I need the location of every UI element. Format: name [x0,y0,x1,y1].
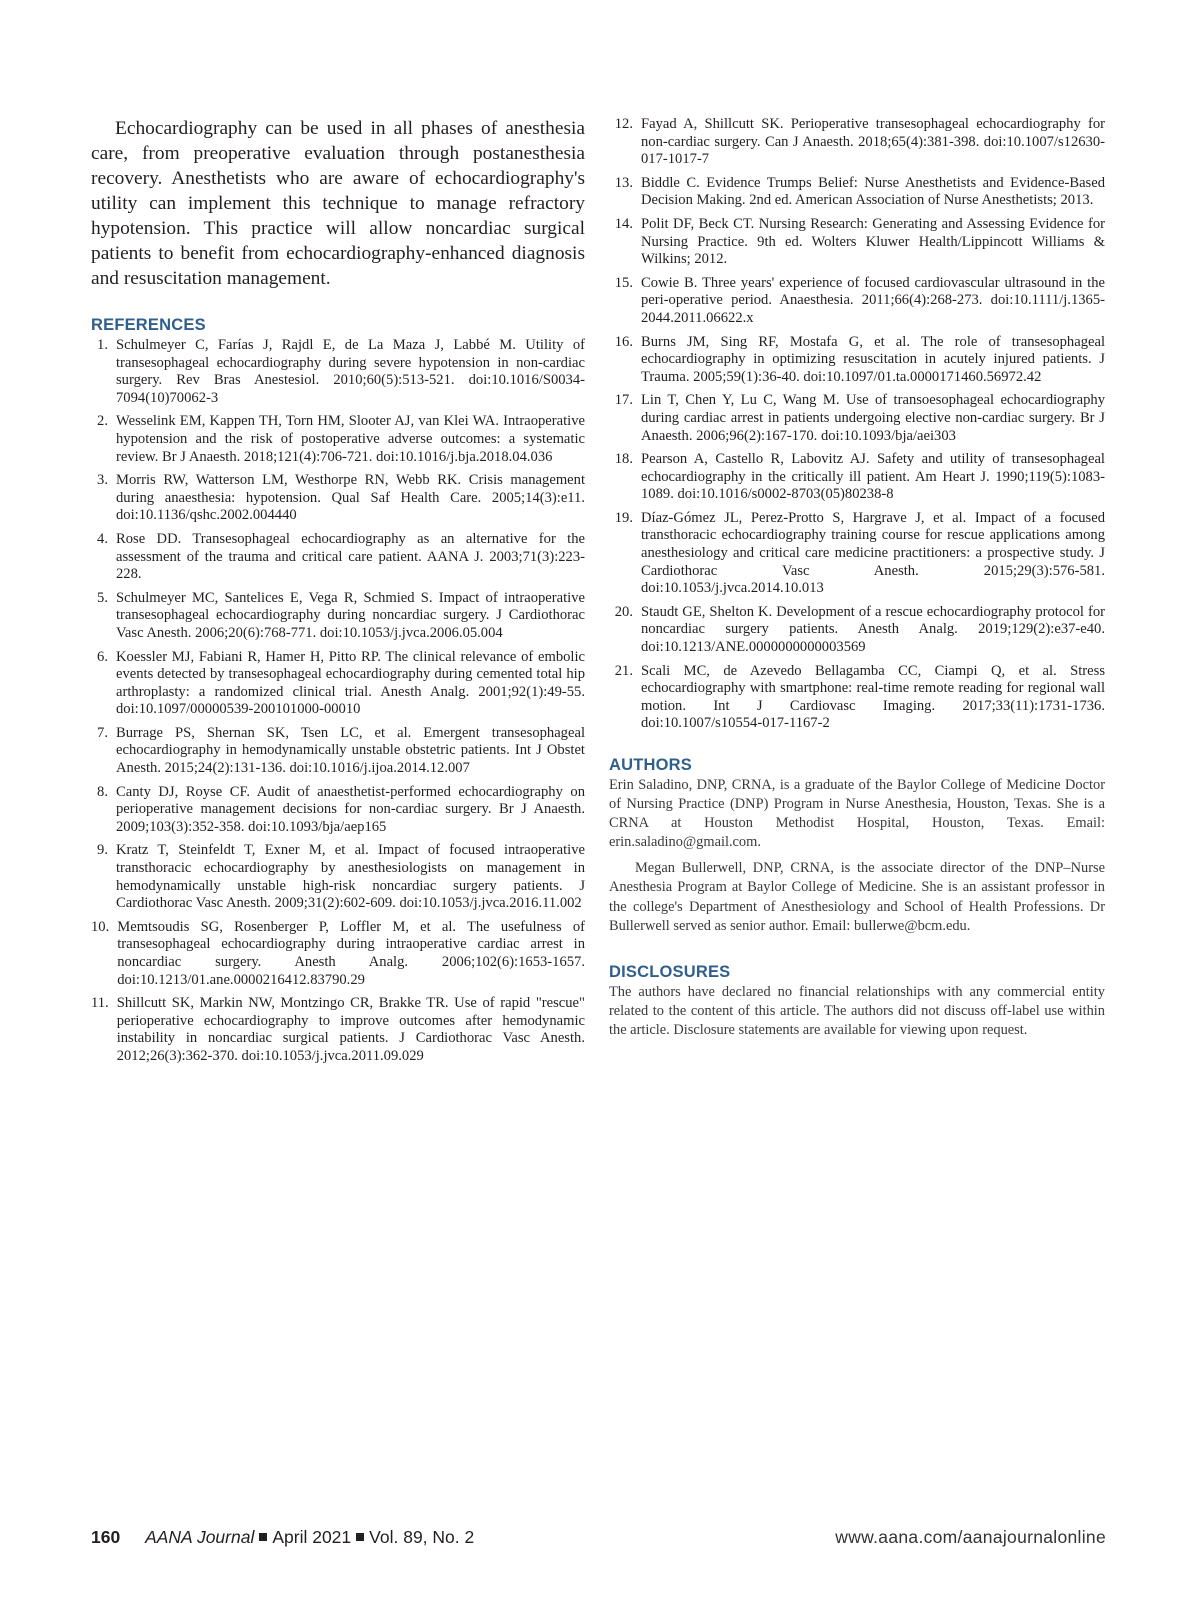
issue-date: April 2021 [272,1527,352,1547]
volume-issue: Vol. 89, No. 2 [369,1527,475,1547]
reference-item [609,334,1105,387]
reference-number: 2. [97,413,108,430]
left-column [91,116,585,1072]
reference-number: 17. [614,392,633,409]
reference-item [609,116,1105,169]
author-bio-bullerwell: Megan Bullerwell, DNP, CRNA, is the associate director of the DNP–Nurse Anesthesia Program at Baylor College of Medicine. She is an assistant professor in the college's Department of Anesthesiology and School of Health Professions. Dr Bullerwell served as senior author. Email: bullerwe@bcm.edu. [609,860,1105,934]
page-number: 160 [91,1527,121,1547]
authors-heading: AUTHORS [609,756,692,774]
reference-item [91,995,585,1065]
reference-number: 19. [614,509,633,526]
reference-number: 9. [97,842,108,859]
reference-number: 16. [614,333,633,350]
reference-item [609,604,1105,657]
reference-text: Canty DJ, Royse CF. Audit of anaesthetist-performed echocardiography on perioperative management decisions for non-cardiac surgery. Br J Anaesth. 2009;103(3):352-358. doi:10.1093/bja/aep165 [116,783,585,835]
reference-number: 1. [97,337,108,353]
reference-item [91,337,585,407]
reference-item [91,919,585,989]
reference-item [609,216,1105,269]
reference-number: 3. [97,472,108,489]
footer-citation [91,1527,474,1548]
reference-item [91,842,585,912]
intro-paragraph: Echocardiography can be used in all phases of anesthesia care, from preoperative evaluation through postanesthesia recovery. Anesthetists who are aware of echocardiography's utility can implement this technique to manage refractory hypotension. This practice will allow noncardiac surgical patients to benefit from echocardiography-enhanced diagnosis and resuscitation management. [91,118,585,289]
reference-item [609,510,1105,598]
reference-text: Scali MC, de Azevedo Bellagamba CC, Ciampi Q, et al. Stress echocardiography with smartphone: real-time remote reading for regional wall motion. Int J Cardiovasc Imaging. 2017;33(11):1731-1736. doi:10.1007/s10554-017-1167-2 [641,662,1105,732]
right-column [609,116,1105,1047]
reference-number: 18. [614,451,633,468]
reference-text: Schulmeyer C, Farías J, Rajdl E, de La Maza J, Labbé M. Utility of transesophageal echocardiography during severe hypotension in non-cardiac surgery. Rev Bras Anestesiol. 2010;60(5):513-521. doi:10.1016/S0034-7094(10)70062-3 [116,337,585,406]
reference-item [91,531,585,584]
reference-text: Biddle C. Evidence Trumps Belief: Nurse Anesthetists and Evidence-Based Decision Making. 2nd ed. American Association of Nurse Anesthetists; 2013. [641,174,1105,209]
reference-item [91,784,585,837]
reference-number: 6. [97,648,108,665]
reference-number: 4. [97,530,108,547]
reference-text: Burrage PS, Shernan SK, Tsen LC, et al. Emergent transesophageal echocardiography in hemodynamically unstable obstetric patients. Int J Obstet Anesth. 2015;24(2):131-136. doi:10.1016/j.ijoa.2014.12.007 [116,724,585,777]
reference-item [91,649,585,719]
separator-square-icon [259,1533,267,1541]
reference-number: 5. [97,589,108,606]
page-footer [91,1527,1106,1551]
references-list-right [609,116,1105,733]
reference-item [609,175,1105,210]
references-list-left [91,337,585,1066]
reference-text: Morris RW, Watterson LM, Westhorpe RN, Webb RK. Crisis management during anaesthesia: hypotension. Qual Saf Health Care. 2005;14(3):e11. doi:10.1136/qshc.2002.004440 [116,472,585,524]
reference-number: 21. [614,662,633,679]
reference-text: Lin T, Chen Y, Lu C, Wang M. Use of transoesophageal echocardiography during cardiac arrest in patients undergoing elective non-cardiac surgery. Br J Anaesth. 2006;96(2):167-170. doi:10.1093/bja/aei303 [641,392,1105,444]
references-heading: REFERENCES [91,316,206,334]
reference-item [609,392,1105,445]
reference-text: Memtsoudis SG, Rosenberger P, Loffler M, et al. The usefulness of transesophageal echocardiography during intraoperative cardiac arrest in noncardiac surgery. Anesth Analg. 2006;102(6):1653-1657. doi:10.1213/01.ane.0000216412.83790.29 [117,918,585,988]
reference-item [609,663,1105,733]
reference-number: 20. [614,603,633,620]
disclosures-heading: DISCLOSURES [609,962,731,981]
reference-text: Schulmeyer MC, Santelices E, Vega R, Schmied S. Impact of intraoperative transesophageal echocardiography during noncardiac surgery. J Cardiothorac Vasc Anesth. 2006;20(6):768-771. doi:10.1053/j.jvca.2006.05.004 [116,589,585,641]
reference-text: Pearson A, Castello R, Labovitz AJ. Safety and utility of transesophageal echocardiography in the critically ill patient. Am Heart J. 1990;119(5):1083-1089. doi:10.1016/s0002-8703(05)80238-8 [641,451,1105,503]
reference-text: Wesselink EM, Kappen TH, Torn HM, Slooter AJ, van Klei WA. Intraoperative hypotension and the risk of postoperative adverse outcomes: a systematic review. Br J Anaesth. 2018;121(4):706-721. doi:10.1016/j.bja.2018.04.036 [116,413,585,465]
reference-number: 13. [614,174,633,191]
reference-text: Staudt GE, Shelton K. Development of a rescue echocardiography protocol for noncardiac surgery patients. Anesth Analg. 2019;129(2):e37-e40. doi:10.1213/ANE.0000000000003569 [641,603,1105,656]
reference-text: Shillcutt SK, Markin NW, Montzingo CR, Brakke TR. Use of rapid "rescue" perioperative echocardiography to improve outcomes after hemodynamic instability in noncardiac surgical patients. J Cardiothorac Vasc Anesth. 2012;26(3):362-370. doi:10.1053/j.jvca.2011.09.029 [116,995,585,1064]
reference-text: Díaz-Gómez JL, Perez-Protto S, Hargrave J, et al. Impact of a focused transthoracic echocardiography training course for rescue applications among anesthesiology and critical care medicine practitioners: a prospective study. J Cardiothorac Vasc Anesth. 2015;29(3):576-581. doi:10.1053/j.jvca.2014.10.013 [641,509,1105,597]
separator-square-icon [356,1533,364,1541]
reference-text: Cowie B. Three years' experience of focused cardiovascular ultrasound in the peri-operative period. Anaesthesia. 2011;66(4):268-273. doi:10.1111/j.1365-2044.2011.06622.x [641,274,1105,326]
journal-url[interactable]: www.aana.com/aanajournalonline [835,1527,1106,1547]
reference-number: 14. [614,215,633,232]
reference-number: 11. [91,995,109,1012]
reference-text: Rose DD. Transesophageal echocardiography as an alternative for the assessment of the trauma and critical care patient. AANA J. 2003;71(3):223-228. [116,530,585,583]
author-bio-saladino: Erin Saladino, DNP, CRNA, is a graduate of the Baylor College of Medicine Doctor of Nursing Practice (DNP) Program in Nurse Anesthesia, Houston, Texas. She is a CRNA at Houston Methodist Hospital, Houston, Texas. Email: erin.saladino@gmail.com. [609,777,1105,851]
reference-item [91,590,585,643]
reference-text: Burns JM, Sing RF, Mostafa G, et al. The role of transesophageal echocardiography in optimizing resuscitation in acutely injured patients. J Trauma. 2005;59(1):36-40. doi:10.1097/01.ta.0000171460.56972.42 [641,333,1105,385]
reference-item [91,413,585,466]
reference-number: 8. [97,783,108,800]
reference-text: Kratz T, Steinfeldt T, Exner M, et al. Impact of focused intraoperative transthoracic echocardiography by anesthesiologists on management in hemodynamically unstable high-risk noncardiac surgery patients. J Cardiothorac Vasc Anesth. 2009;31(2):602-609. doi:10.1053/j.jvca.2016.11.002 [116,842,585,912]
reference-text: Koessler MJ, Fabiani R, Hamer H, Pitto RP. The clinical relevance of embolic events detected by transesophageal echocardiography during cemented total hip arthroplasty: a randomized clinical trial. Anesth Analg. 2001;92(1):49-55. doi:10.1097/00000539-200101000-00010 [116,648,585,718]
reference-item [91,472,585,525]
reference-item [91,725,585,778]
disclosures-text: The authors have declared no financial relationships with any commercial entity related to the content of this article. The authors did not discuss off-label use within the article. Disclosure statements are available for viewing upon request. [609,983,1105,1038]
reference-number: 12. [614,116,633,132]
journal-name: AANA Journal [145,1527,255,1547]
reference-item [609,451,1105,504]
reference-text: Fayad A, Shillcutt SK. Perioperative transesophageal echocardiography for non-cardiac surgery. Can J Anaesth. 2018;65(4):381-398. doi:10.1007/s12630-017-1017-7 [641,116,1105,168]
reference-number: 7. [97,724,108,741]
reference-text: Polit DF, Beck CT. Nursing Research: Generating and Assessing Evidence for Nursing Practice. 9th ed. Wolters Kluwer Health/Lippincott Williams & Wilkins; 2012. [641,215,1105,268]
reference-item [609,275,1105,328]
reference-number: 15. [614,274,633,291]
reference-number: 10. [91,918,110,935]
